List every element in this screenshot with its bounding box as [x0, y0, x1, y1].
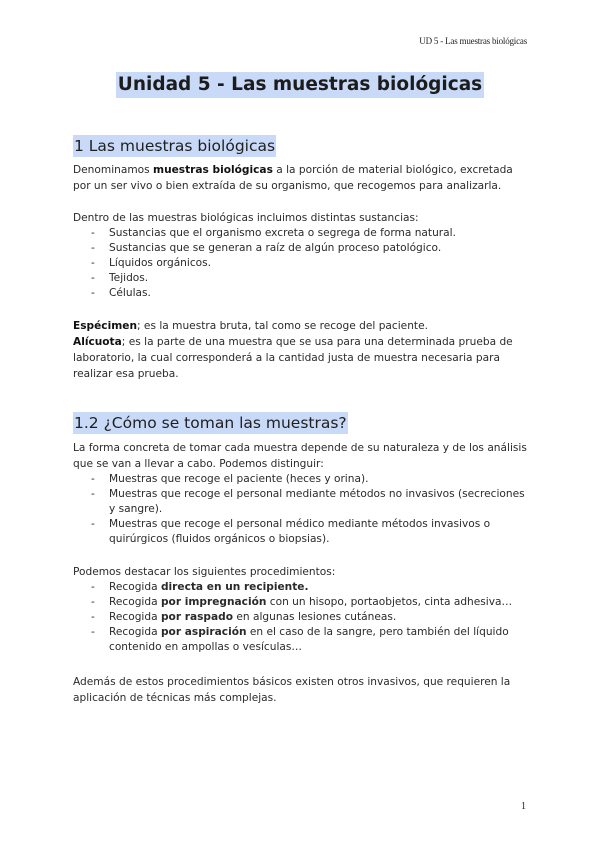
intro-term: muestras biológicas: [153, 164, 273, 176]
section-1-heading: 1 Las muestras biológicas: [74, 137, 276, 155]
collection-types-list: [91, 472, 526, 547]
procedure-post: en algunas lesiones cutáneas.: [233, 611, 397, 623]
procedure-bold: por aspiración: [160, 626, 247, 638]
page-title: Unidad 5 - Las muestras biológicas: [116, 72, 484, 98]
list-intro: Dentro de las muestras biológicas incluimos distintas sustancias:: [73, 212, 419, 224]
list-item: - Muestras que recoge el personal mediante métodos no invasivos (secreciones y sangre).: [91, 487, 526, 517]
intro-text-pre: Denominamos: [73, 164, 154, 176]
list-item: [91, 610, 526, 625]
procedure-pre: Recogida: [109, 581, 161, 593]
aliquot-text: ; es la parte de una muestra que se usa para una determinada prueba de laboratorio, la cual corresponderá a la cantidad justa de muestra necesaria para realizar esa prueba.: [73, 336, 513, 380]
procedures-intro: Podemos destacar los siguientes procedimientos:: [73, 566, 336, 578]
aliquot-definition: [73, 334, 528, 382]
specimen-definition: [73, 318, 528, 334]
list-item: - Muestras que recoge el paciente (heces y orina).: [91, 472, 526, 487]
page-number: 1: [521, 801, 526, 812]
section-1-intro: [73, 162, 528, 194]
specimen-term: Espécimen: [73, 320, 137, 332]
list-item: - Tejidos.: [91, 271, 526, 286]
procedure-pre: Recogida: [109, 611, 161, 623]
list-item: - Sustancias que el organismo excreta o segrega de forma natural.: [91, 226, 526, 241]
procedure-bold: por raspado: [160, 611, 234, 623]
section-2-heading: 1.2 ¿Cómo se toman las muestras?: [74, 414, 347, 432]
running-header: UD 5 - Las muestras biológicas: [419, 36, 527, 46]
list-item: - Células.: [91, 286, 526, 301]
list-item: - Muestras que recoge el personal médico mediante métodos invasivos o quirúrgicos (fluidos orgánicos o biopsias).: [91, 517, 526, 547]
procedure-post: con un hisopo, portaobjetos, cinta adhesiva…: [266, 596, 513, 608]
procedure-bold: directa en un recipiente.: [160, 581, 309, 593]
list-item: [91, 595, 526, 610]
intro-text-post: a la porción de material biológico, excretada por un ser vivo o bien extraída de su organismo, que recogemos para analizarla.: [73, 164, 513, 192]
specimen-text: ; es la muestra bruta, tal como se recoge del paciente.: [137, 320, 428, 332]
title-container: [0, 72, 600, 98]
list-item: [91, 625, 526, 655]
closing-paragraph: Además de estos procedimientos básicos existen otros invasivos, que requieren la aplicación de técnicas más complejas.: [73, 676, 511, 704]
procedure-post: en el caso de la sangre, pero también del líquido contenido en ampollas o vesículas…: [109, 626, 509, 653]
list-item: - Sustancias que se generan a raíz de algún proceso patológico.: [91, 241, 526, 256]
procedure-pre: Recogida: [109, 626, 161, 638]
procedures-list: [91, 580, 526, 655]
list-item: [91, 580, 526, 595]
aliquot-term: Alícuota: [73, 336, 122, 348]
procedure-pre: Recogida: [109, 596, 161, 608]
list-item: - Líquidos orgánicos.: [91, 256, 526, 271]
procedure-bold: por impregnación: [160, 596, 267, 608]
section-2-intro: La forma concreta de tomar cada muestra depende de su naturaleza y de los análisis que se van a llevar a cabo. Podemos distinguir:: [73, 442, 527, 470]
substances-list: [91, 226, 526, 301]
